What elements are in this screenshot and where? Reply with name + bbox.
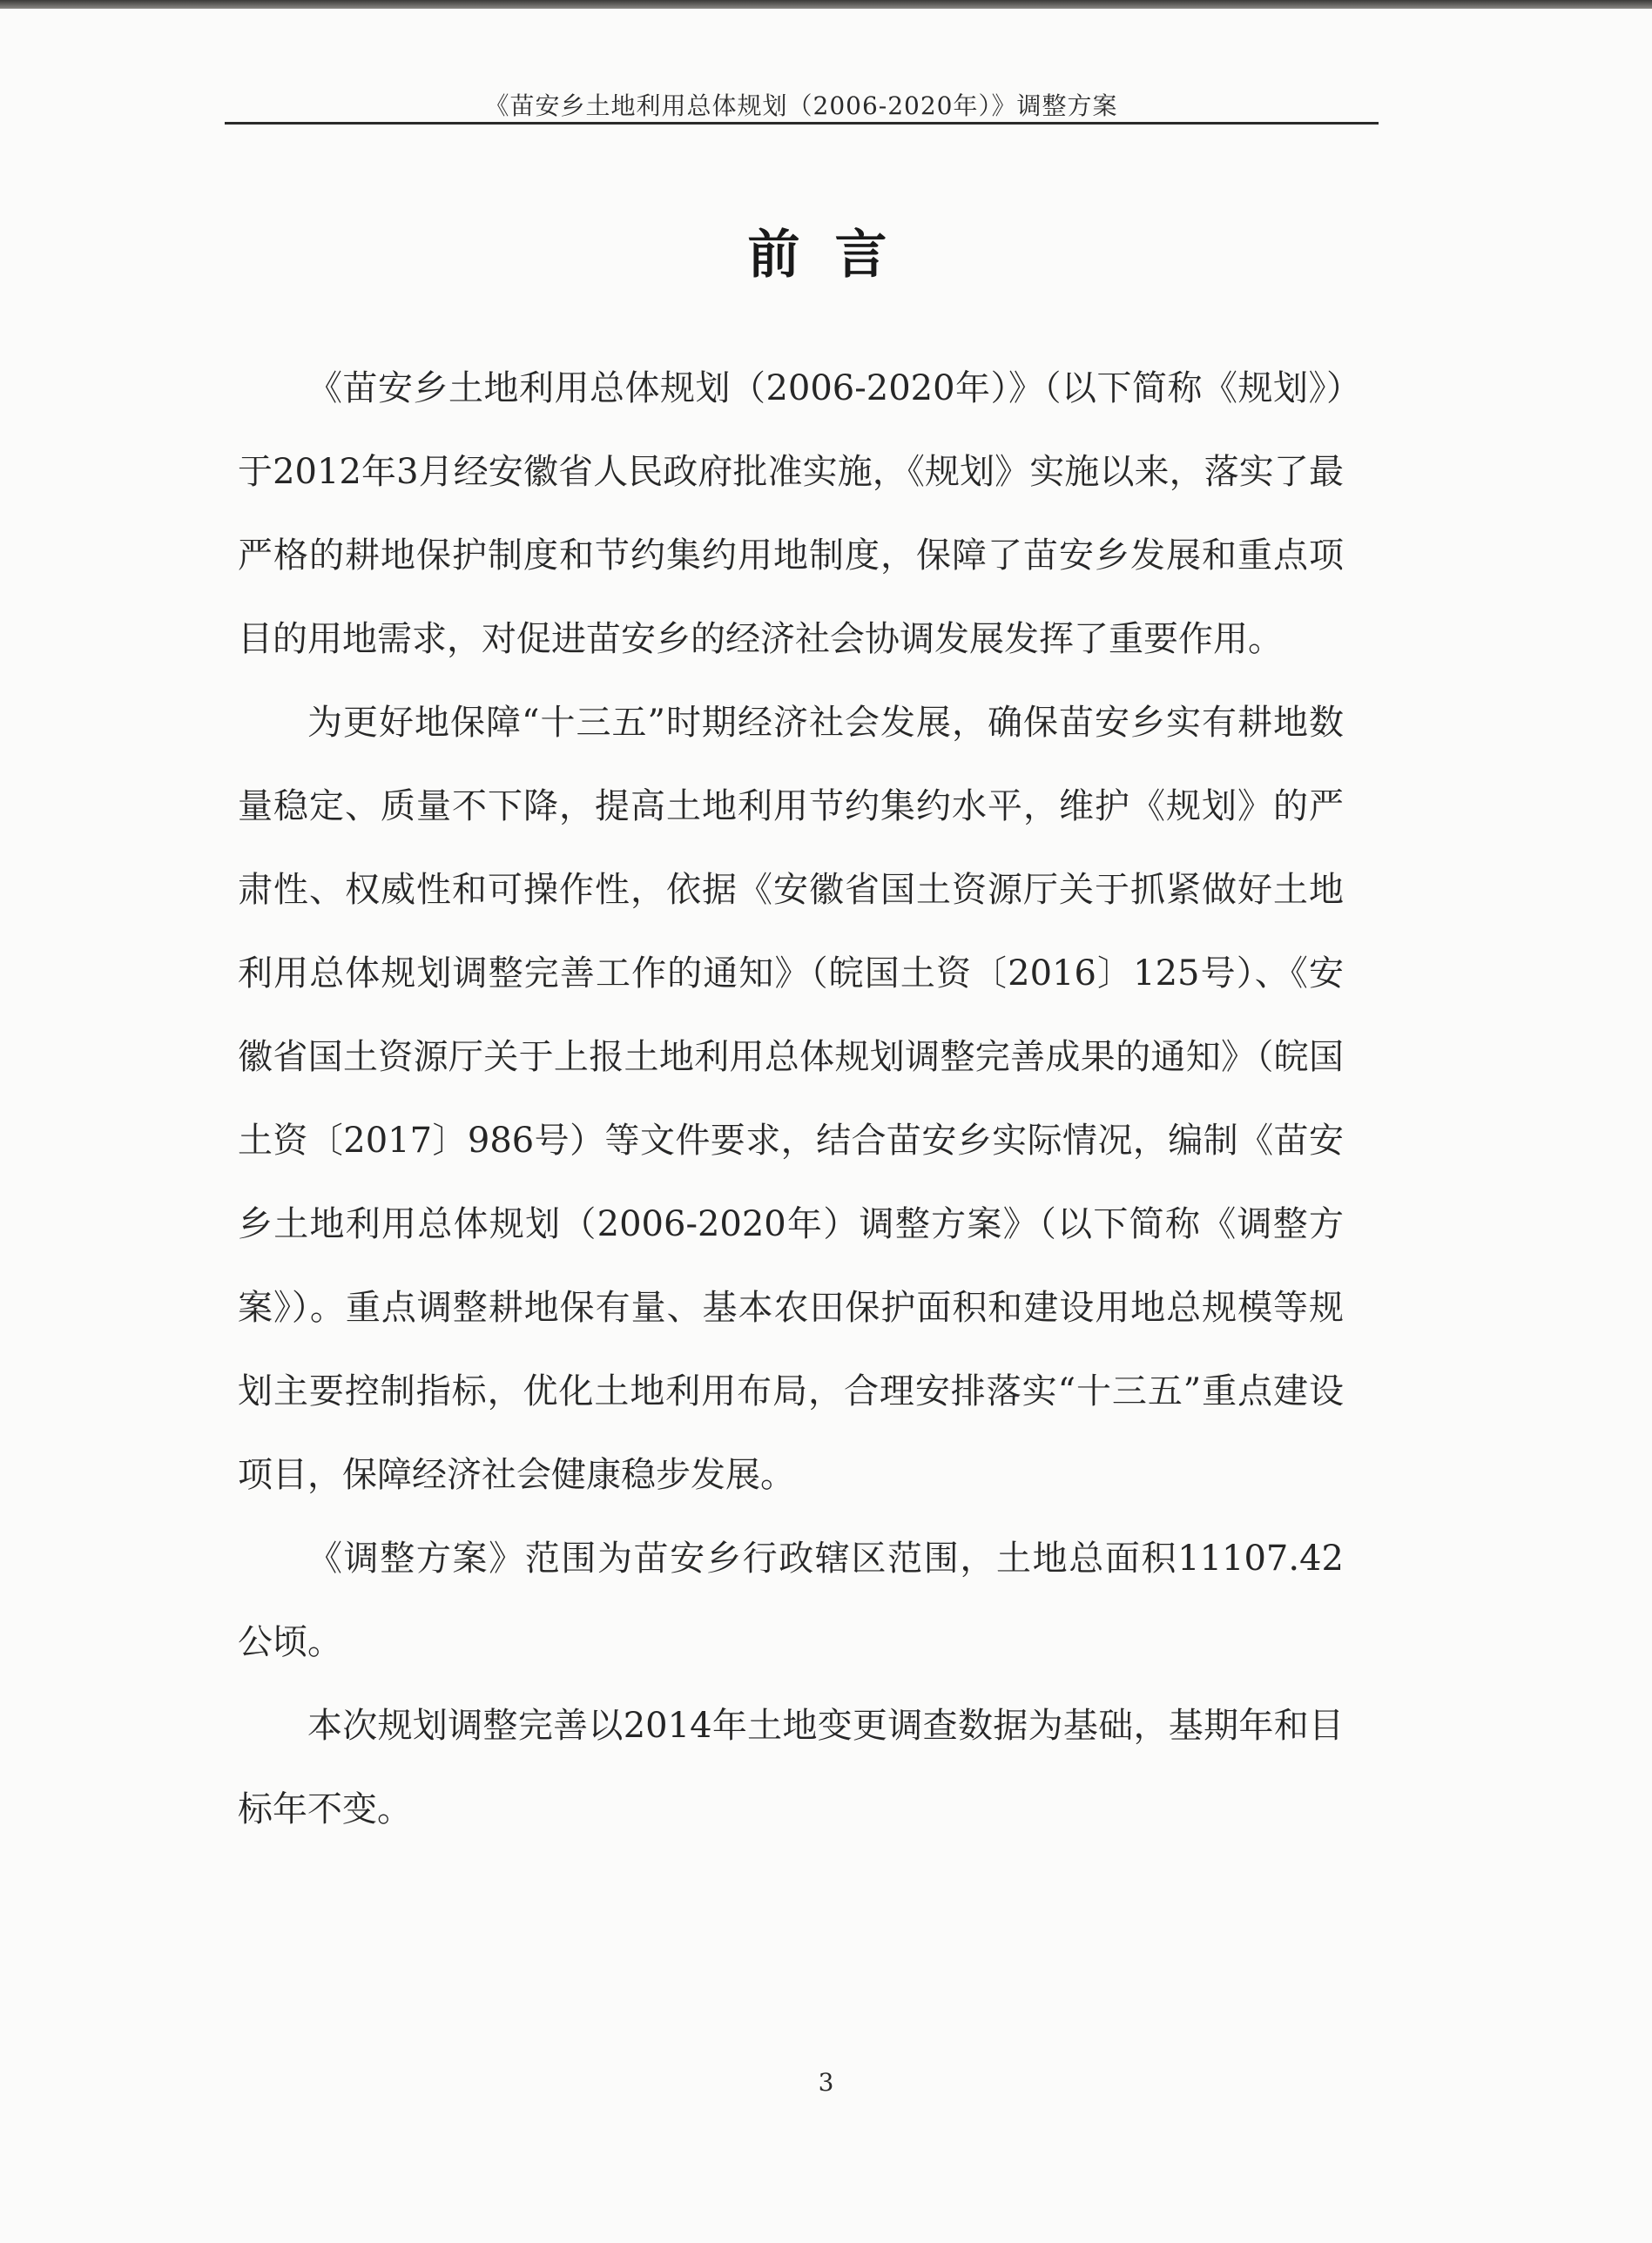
body-text bbox=[238, 347, 1344, 1851]
paragraph-1: 《苗安乡土地利用总体规划（2006-2020年）》（以下简称《规划》）于2012年3月经安徽省人民政府批准实施，《规划》实施以来，落实了最严格的耕地保护制度和节约集约用地制度，保障了苗安乡发展和重点项目的用地需求，对促进苗安乡的经济社会协调发展发挥了重要作用。 bbox=[238, 368, 1344, 659]
paragraph-4: 本次规划调整完善以2014年土地变更调查数据为基础，基期年和目标年不变。 bbox=[238, 1706, 1344, 1829]
scan-top-edge bbox=[0, 0, 1652, 9]
page-title: 前言 bbox=[747, 225, 922, 286]
paragraph-2: 为更好地保障“十三五”时期经济社会发展，确保苗安乡实有耕地数量稳定、质量不下降，提高土地利用节约集约水平，维护《规划》的严肃性、权威性和可操作性，依据《安徽省国土资源厅关于抓紧做好土地利用总体规划调整完善工作的通知》（皖国土资〔2016〕125号）、《安徽省国土资源厅关于上报土地利用总体规划调整完善成果的通知》（皖国土资〔2017〕986号）等文件要求，结合苗安乡实际情况，编制《苗安乡土地利用总体规划（2006-2020年）调整方案》（以下简称《调整方案》）。重点调整耕地保有量、基本农田保护面积和建设用地总规模等规划主要控制指标，优化土地利用布局，合理安排落实“十三五”重点建设项目，保障经济社会健康稳步发展。 bbox=[238, 703, 1344, 1495]
header-rule bbox=[225, 122, 1379, 125]
running-header: 《苗安乡土地利用总体规划（2006-2020年）》调整方案 bbox=[484, 91, 1118, 120]
paragraph-3: 《调整方案》范围为苗安乡行政辖区范围，土地总面积11107.42公顷。 bbox=[238, 1539, 1344, 1662]
page-number: 3 bbox=[818, 2068, 834, 2097]
